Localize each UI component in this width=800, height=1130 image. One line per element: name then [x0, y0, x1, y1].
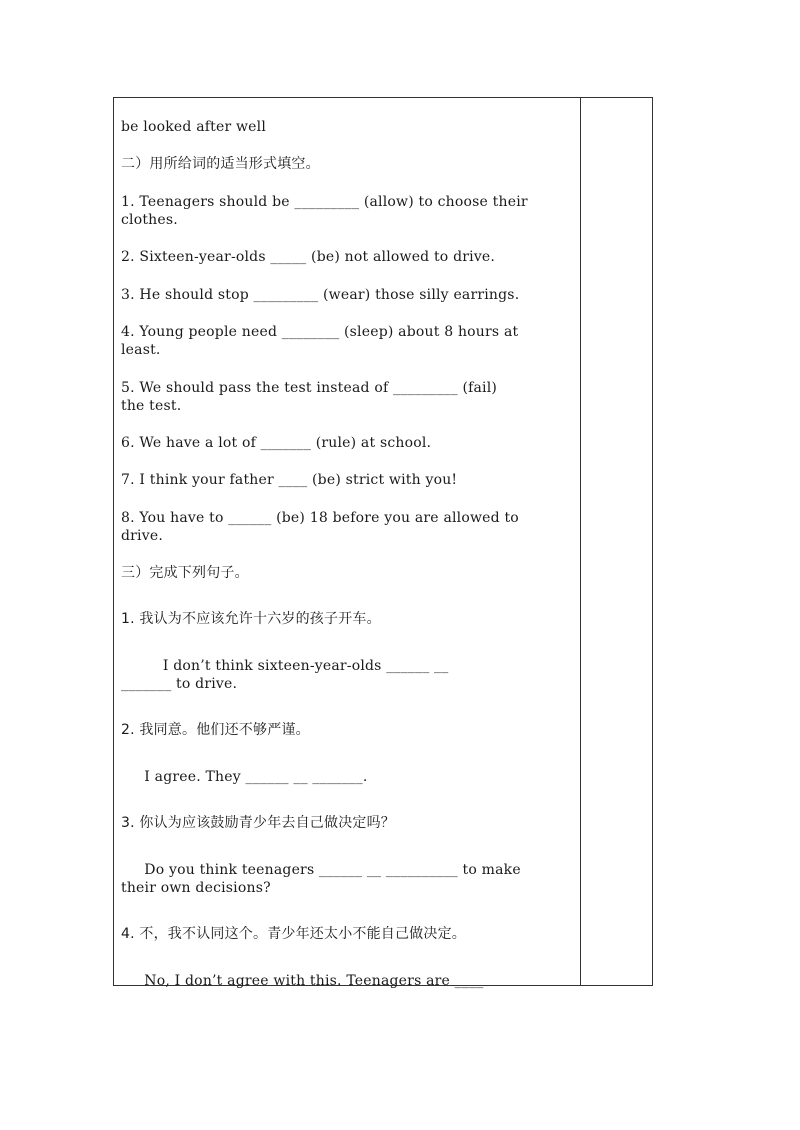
exercise-line: 7. I think your father ____ (be) strict with you! [121, 472, 458, 488]
exercise-line: 5. We should pass the test instead of _________ (fail) [121, 380, 498, 396]
exercise-line: least. [121, 342, 161, 358]
worksheet-table [113, 97, 653, 989]
translation-chinese: 3. 你认为应该鼓励青少年去自己做决定吗？ [121, 815, 396, 831]
section3-heading: 三）完成下列句子。 [121, 565, 249, 581]
intro-line: be looked after well [121, 119, 267, 135]
exercise-line: 6. We have a lot of _______ (rule) at school. [121, 435, 432, 451]
translation-english: No, I don’t agree with this. Teenagers are ____ [121, 973, 484, 989]
translation-english: their own decisions? [121, 880, 271, 896]
translation-chinese: 1. 我认为不应该允许十六岁的孩子开车。 [121, 611, 381, 627]
exercise-line: 8. You have to ______ (be) 18 before you are allowed to [121, 510, 519, 526]
translation-english: Do you think teenagers ______ __ __________ to make [121, 862, 521, 878]
translation-chinese: 4. 不，我不认同这个。青少年还太小不能自己做决定。 [121, 926, 467, 942]
exercise-line: 2. Sixteen-year-olds _____ (be) not allowed to drive. [121, 249, 496, 265]
exercise-line: the test. [121, 398, 182, 414]
table-column-divider [580, 98, 581, 985]
translation-english: I agree. They ______ __ _______. [121, 769, 368, 785]
exercise-line: 3. He should stop _________ (wear) those silly earrings. [121, 287, 520, 303]
exercise-line: 1. Teenagers should be _________ (allow) to choose their [121, 194, 528, 210]
translation-english: _______ to drive. [121, 676, 238, 692]
exercise-line: drive. [121, 528, 163, 544]
translation-english: I don’t think sixteen-year-olds ______ __ [121, 658, 449, 674]
exercise-line: clothes. [121, 212, 178, 228]
section2-heading: 二）用所给词的适当形式填空。 [121, 156, 320, 172]
translation-chinese: 2. 我同意。他们还不够严谨。 [121, 722, 310, 738]
exercise-line: 4. Young people need ________ (sleep) about 8 hours at [121, 324, 519, 340]
